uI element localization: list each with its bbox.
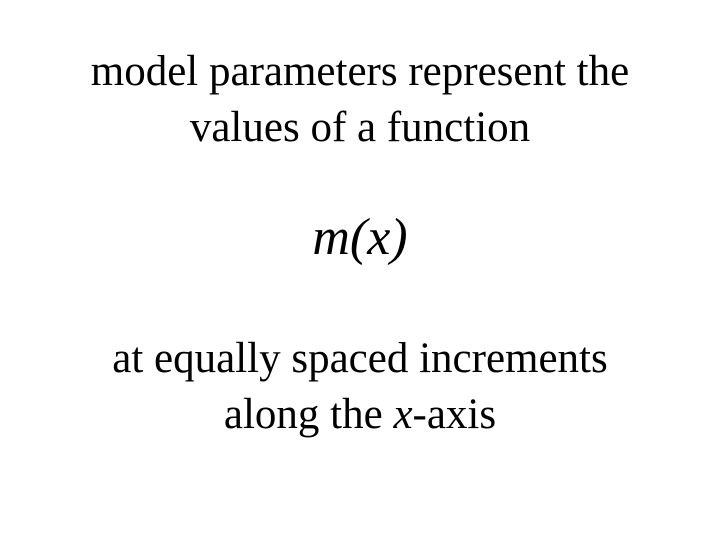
x-variable: x — [393, 391, 413, 438]
intro-line-1: model parameters represent the — [90, 48, 630, 95]
intro-line-2: values of a function — [189, 104, 531, 151]
conclusion-line-1: at equally spaced increments — [112, 335, 608, 382]
conclusion-line-2 — [0, 387, 720, 443]
function-expression — [0, 206, 720, 270]
conclusion-text — [0, 331, 720, 443]
conclusion-suffix: -axis — [412, 391, 497, 438]
conclusion-prefix: along the — [223, 391, 394, 438]
function-m-of-x: m(x) — [312, 209, 408, 266]
intro-text — [0, 44, 720, 156]
